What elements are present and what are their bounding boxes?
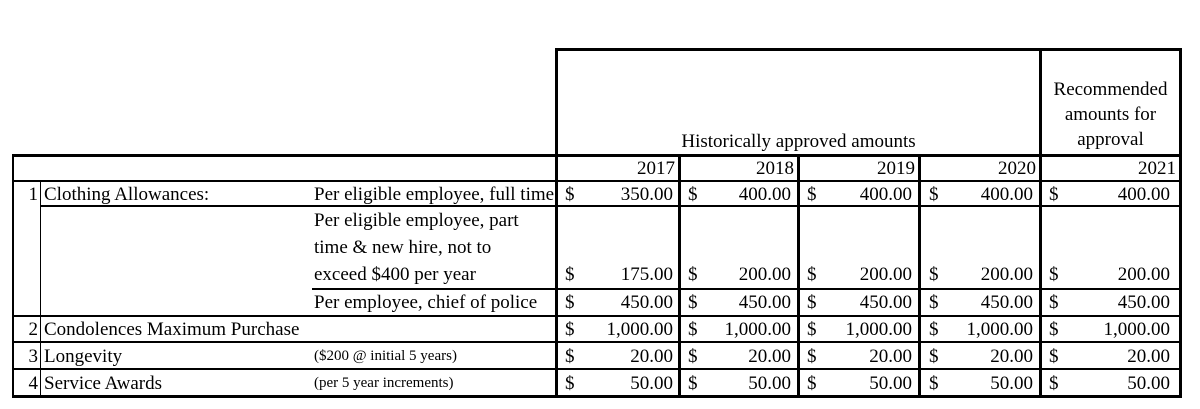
item-label: Service Awards — [44, 373, 163, 394]
value-2017: 450.00 — [620, 292, 673, 313]
value-2019: 200.00 — [859, 264, 912, 285]
col-divider-2019 — [797, 154, 800, 398]
item-label: Clothing Allowances: — [44, 184, 210, 205]
item-note: ($200 @ initial 5 years) — [314, 348, 457, 364]
item-label: Condolences Maximum Purchase — [44, 319, 300, 340]
currency-symbol: $ — [1049, 373, 1059, 394]
item-note: Per employee, chief of police — [314, 292, 538, 313]
item-note: (per 5 year increments) — [314, 375, 454, 391]
recommended-caption-line-3: approval — [1077, 129, 1144, 150]
value-2020: 200.00 — [980, 264, 1033, 285]
currency-symbol: $ — [565, 346, 575, 367]
item-note-line: exceed $400 per year — [314, 264, 476, 285]
currency-symbol: $ — [565, 264, 575, 285]
value-2019: 1,000.00 — [845, 319, 912, 340]
historical-caption: Historically approved amounts — [681, 131, 916, 152]
year-2017: 2017 — [637, 158, 675, 179]
currency-symbol: $ — [1049, 319, 1059, 340]
item-note: Per eligible employee, full time — [314, 185, 554, 204]
currency-symbol: $ — [807, 292, 817, 313]
currency-symbol: $ — [1049, 292, 1059, 313]
year-row-top-border — [12, 154, 1182, 157]
col-divider-2020 — [918, 154, 921, 398]
recommended-divider — [1039, 48, 1042, 398]
value-2021: 1,000.00 — [1103, 319, 1170, 340]
value-2018: 20.00 — [748, 346, 791, 367]
value-2019: 20.00 — [869, 346, 912, 367]
item-label: Longevity — [44, 346, 123, 367]
currency-symbol: $ — [688, 264, 698, 285]
currency-symbol: $ — [929, 373, 939, 394]
row-number: 1 — [28, 184, 38, 205]
value-2017: 175.00 — [620, 264, 673, 285]
value-2020: 50.00 — [990, 373, 1033, 394]
value-2017: 350.00 — [620, 184, 673, 205]
row-number: 4 — [28, 373, 38, 394]
year-2019: 2019 — [877, 158, 915, 179]
col-divider-2017 — [555, 154, 558, 398]
currency-symbol: $ — [565, 373, 575, 394]
header-top-border — [555, 48, 1182, 51]
currency-symbol: $ — [929, 346, 939, 367]
value-2020: 1,000.00 — [966, 319, 1033, 340]
value-2017: 50.00 — [630, 373, 673, 394]
currency-symbol: $ — [565, 292, 575, 313]
recommended-caption-line-1: Recommended — [1053, 79, 1168, 100]
currency-symbol: $ — [1049, 184, 1059, 205]
row-number: 3 — [28, 346, 38, 367]
currency-symbol: $ — [807, 373, 817, 394]
value-2019: 50.00 — [869, 373, 912, 394]
currency-symbol: $ — [1049, 346, 1059, 367]
table-bottom-border — [12, 395, 1182, 398]
year-2020: 2020 — [998, 158, 1036, 179]
currency-symbol: $ — [929, 264, 939, 285]
value-2018: 450.00 — [738, 292, 791, 313]
item-note-line: time & new hire, not to — [314, 237, 492, 258]
value-2020: 20.00 — [990, 346, 1033, 367]
currency-symbol: $ — [565, 319, 575, 340]
currency-symbol: $ — [807, 264, 817, 285]
currency-symbol: $ — [807, 346, 817, 367]
row2-bottom-border — [12, 341, 1182, 343]
value-2018: 200.00 — [738, 264, 791, 285]
value-2021: 400.00 — [1117, 184, 1170, 205]
value-2017: 20.00 — [630, 346, 673, 367]
row-number: 2 — [28, 319, 38, 340]
value-2018: 50.00 — [748, 373, 791, 394]
currency-symbol: $ — [929, 184, 939, 205]
currency-symbol: $ — [688, 373, 698, 394]
row1b-bottom-border — [312, 288, 1182, 290]
header-right-border — [1179, 48, 1182, 398]
year-2018: 2018 — [756, 158, 794, 179]
value-2017: 1,000.00 — [606, 319, 673, 340]
year-row-bottom-border — [12, 180, 1182, 182]
row1-bottom-border — [40, 205, 1182, 207]
value-2019: 450.00 — [859, 292, 912, 313]
currency-symbol: $ — [688, 319, 698, 340]
currency-symbol: $ — [1049, 264, 1059, 285]
currency-symbol: $ — [688, 184, 698, 205]
currency-symbol: $ — [807, 319, 817, 340]
currency-symbol: $ — [929, 319, 939, 340]
currency-symbol: $ — [688, 346, 698, 367]
col-divider-2018 — [678, 154, 681, 398]
currency-symbol: $ — [807, 184, 817, 205]
value-2021: 450.00 — [1117, 292, 1170, 313]
value-2021: 200.00 — [1117, 264, 1170, 285]
item-note-line: Per eligible employee, part — [314, 210, 519, 231]
value-2018: 1,000.00 — [724, 319, 791, 340]
value-2020: 450.00 — [980, 292, 1033, 313]
value-2018: 400.00 — [738, 184, 791, 205]
number-column-divider — [40, 180, 41, 398]
recommended-caption-line-2: amounts for — [1064, 104, 1157, 125]
currency-symbol: $ — [688, 292, 698, 313]
currency-symbol: $ — [565, 184, 575, 205]
value-2020: 400.00 — [980, 184, 1033, 205]
row3-bottom-border — [12, 368, 1182, 370]
row1-group-bottom-border — [12, 315, 1182, 317]
value-2021: 20.00 — [1127, 346, 1170, 367]
currency-symbol: $ — [929, 292, 939, 313]
value-2019: 400.00 — [859, 184, 912, 205]
year-2021: 2021 — [1138, 158, 1176, 179]
value-2021: 50.00 — [1127, 373, 1170, 394]
